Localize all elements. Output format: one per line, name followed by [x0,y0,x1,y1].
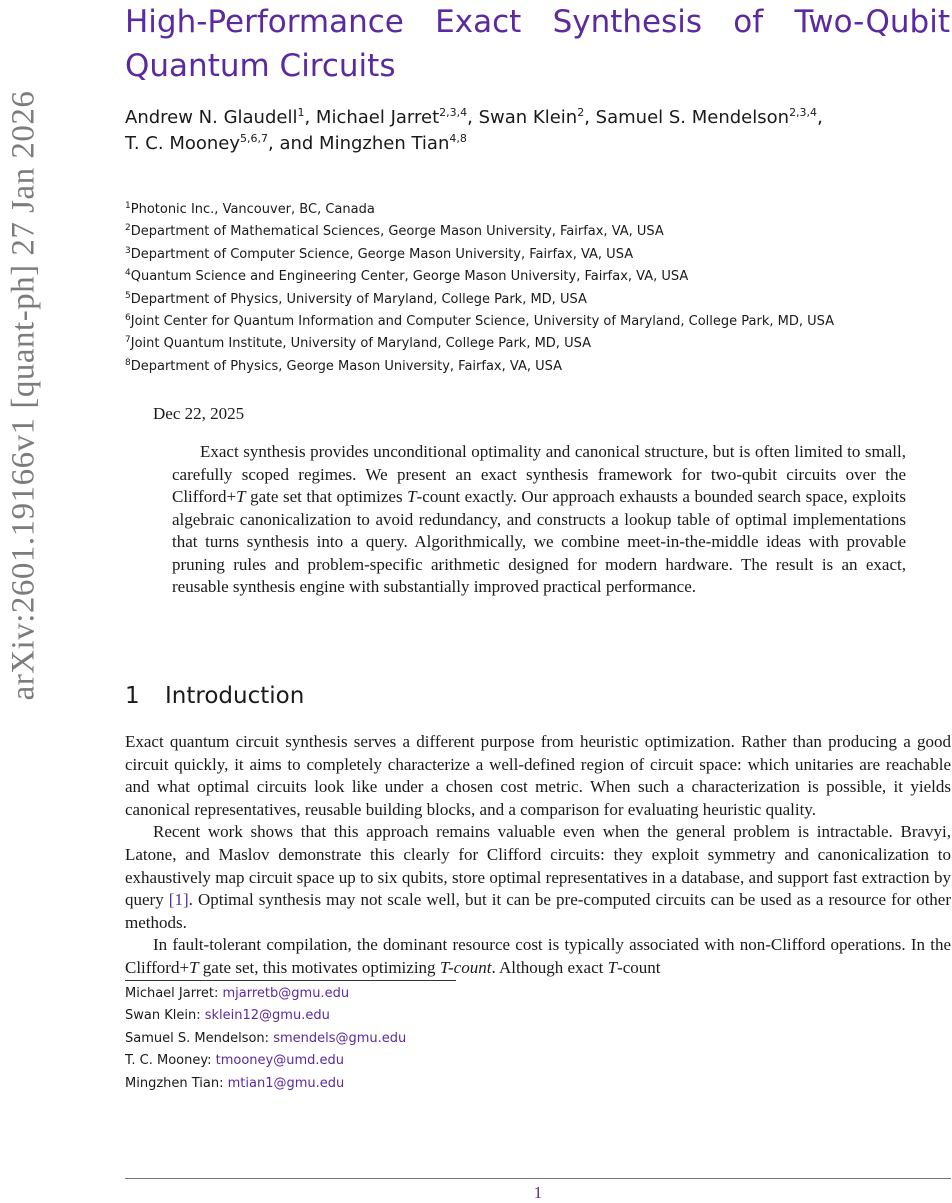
affiliation-mark: 1 [125,201,131,211]
title-word: Two-Qubit [794,4,950,40]
author-name: Samuel S. Mendelson [595,107,790,128]
paragraph-text: . Optimal synthesis may not scale well, but it can be pre-computed circuits can be used as a resource for other methods. [125,890,951,932]
author-affiliation-mark: 4,8 [449,132,467,145]
affiliation-text: Department of Mathematical Sciences, George Mason University, Fairfax, VA, USA [130,224,664,240]
abstract-text: -count exactly. Our approach exhausts a bounded search space, exploits algebraic canonicalization to avoid redundancy, and constructs a lookup table of optimal implementations that turns synthesis into a query. Algorithmically, we combine meet-in-the-middle ideas with provable pruning rules and problem-specific arithmetic designed for modern hardware. The result is an exact, reusable synthesis engine with substantially improved practical performance. [172,487,906,596]
footnote-item [125,1073,406,1095]
publication-date: Dec 22, 2025 [153,404,245,423]
introduction-body [125,731,951,980]
title-word: High-Performance [125,4,404,40]
author-affiliation-mark: 2,3,4 [789,106,818,119]
email-link[interactable]: mtian1@gmu.edu [227,1075,345,1091]
math-symbol: T [407,487,417,506]
author-separator: , [817,107,823,128]
author-name: Andrew N. Glaudell [125,107,298,128]
affiliation-text: Department of Physics, University of Maryland, College Park, MD, USA [130,291,587,307]
author-separator: , [584,107,596,128]
abstract-text: gate set that optimizes [245,487,408,506]
section-heading [125,683,304,709]
affiliation-item [125,356,925,378]
math-symbol: T [236,487,246,506]
author-separator: , [304,107,316,128]
affiliation-item [125,244,925,266]
author-affiliation-mark: 5,6,7 [240,132,269,145]
affiliation-item [125,289,925,311]
email-link[interactable]: smendels@gmu.edu [273,1030,407,1046]
abstract [172,441,906,599]
affiliation-item [125,199,925,221]
paragraph-text: . Although exact [491,957,608,977]
author-name: Mingzhen Tian [319,133,450,154]
affiliation-mark: 8 [125,357,131,368]
page-number: 1 [533,1183,543,1202]
author-name: T. C. Mooney [125,133,241,154]
author-separator: , [467,107,479,128]
email-link[interactable]: mjarretb@gmu.edu [222,986,350,1001]
footnote-list [125,983,406,1095]
affiliation-item [125,333,925,355]
affiliation-text: Department of Computer Science, George Mason University, Fairfax, VA, USA [130,246,634,262]
paragraph-text: -count [617,957,661,977]
math-symbol: T [189,957,199,977]
footnote-item [125,1028,406,1050]
author-line-1 [125,105,925,131]
footnote-divider [125,980,456,981]
footnote-author: Swan Klein: [125,1008,205,1024]
footnote-item [125,1005,406,1027]
affiliation-mark: 2 [125,223,131,234]
paragraph [125,821,951,934]
citation-link[interactable]: [1] [168,890,189,910]
author-list [125,105,925,157]
footnote-author: Samuel S. Mendelson: [125,1030,274,1046]
affiliation-text: Department of Physics, George Mason University, Fairfax, VA, USA [130,358,563,374]
affiliation-item [125,221,925,243]
footnote-author: Michael Jarret: [125,986,223,1001]
title-line-1 [125,0,950,44]
arxiv-identifier-stamp [0,90,48,700]
abstract-text: Exact synthesis provides unconditional optimality and canonical structure, but is often limited to small, carefully scoped regimes. We present an exact synthesis framework for two-qubit circuits over the Clifford+ [172,442,906,506]
paper-title [125,0,950,88]
paragraph: Exact quantum circuit synthesis serves a different purpose from heuristic optimization. Rather than producing a good circuit quickly, it aims to completely characterize a well-defined region of circuit space: which unitaries are reachable and what optimal circuits look like under a chosen cost metric. When such a characterization is possible, it yields canonical representatives, reusable building blocks, and a comparison for evaluating heuristic quality. [125,732,951,819]
affiliation-text: Photonic Inc., Vancouver, BC, Canada [130,202,375,217]
affiliation-list [125,199,925,378]
author-line-2 [125,131,925,157]
author-separator: , and [268,133,320,154]
affiliation-mark: 5 [125,290,131,301]
footnote-item [125,983,406,1005]
footnote-item [125,1050,406,1072]
affiliation-item [125,311,925,333]
title-word: Synthesis [552,4,703,40]
math-symbol: T [607,957,618,977]
affiliation-text: Quantum Science and Engineering Center, George Mason University, Fairfax, VA, USA [130,269,689,285]
arxiv-identifier-text: arXiv:2601.19166v1 [quant-ph] 27 Jan 2026 [5,90,42,700]
footnote-author: T. C. Mooney: [125,1053,216,1069]
author-affiliation-mark: 1 [297,106,305,119]
email-link[interactable]: sklein12@gmu.edu [204,1008,330,1024]
title-line-2: Quantum Circuits [125,48,396,84]
title-word: of [733,4,764,40]
paragraph-text: gate set, this motivates optimizing [198,957,440,977]
email-link[interactable]: tmooney@umd.edu [215,1053,345,1069]
author-affiliation-mark: 2 [577,106,585,119]
affiliation-mark: 7 [125,335,131,346]
footnote-author: Mingzhen Tian: [125,1075,228,1091]
affiliation-text: Joint Center for Quantum Information and Computer Science, University of Maryland, College Park, MD, USA [130,313,835,329]
title-word: Exact [435,4,522,40]
author-name: Swan Klein [478,107,578,128]
section-number: 1 [125,683,140,709]
affiliation-text: Joint Quantum Institute, University of Maryland, College Park, MD, USA [130,336,591,352]
emphasized-term: T-count [439,957,492,977]
page-footer-divider [125,1178,951,1179]
affiliation-mark: 6 [125,312,131,323]
affiliation-mark: 4 [125,268,131,279]
paragraph [125,934,951,979]
author-affiliation-mark: 2,3,4 [439,106,468,119]
affiliation-mark: 3 [125,245,131,256]
paragraph-text: In fault-tolerant compilation, the dominant resource cost is typically associated with non-Clifford operations. In the Clifford+ [125,935,951,977]
section-title: Introduction [165,683,305,709]
paragraph-text: Recent work shows that this approach remains valuable even when the general problem is intractable. Bravyi, Latone, and Maslov demonstrate this clearly for Clifford circuits: they exploit symmetry and canonicalization to exhaustively map circuit space up to six qubits, store optimal representatives in a database, and support fast extraction by query [125,822,951,910]
author-name: Michael Jarret [315,107,440,128]
affiliation-item [125,266,925,288]
